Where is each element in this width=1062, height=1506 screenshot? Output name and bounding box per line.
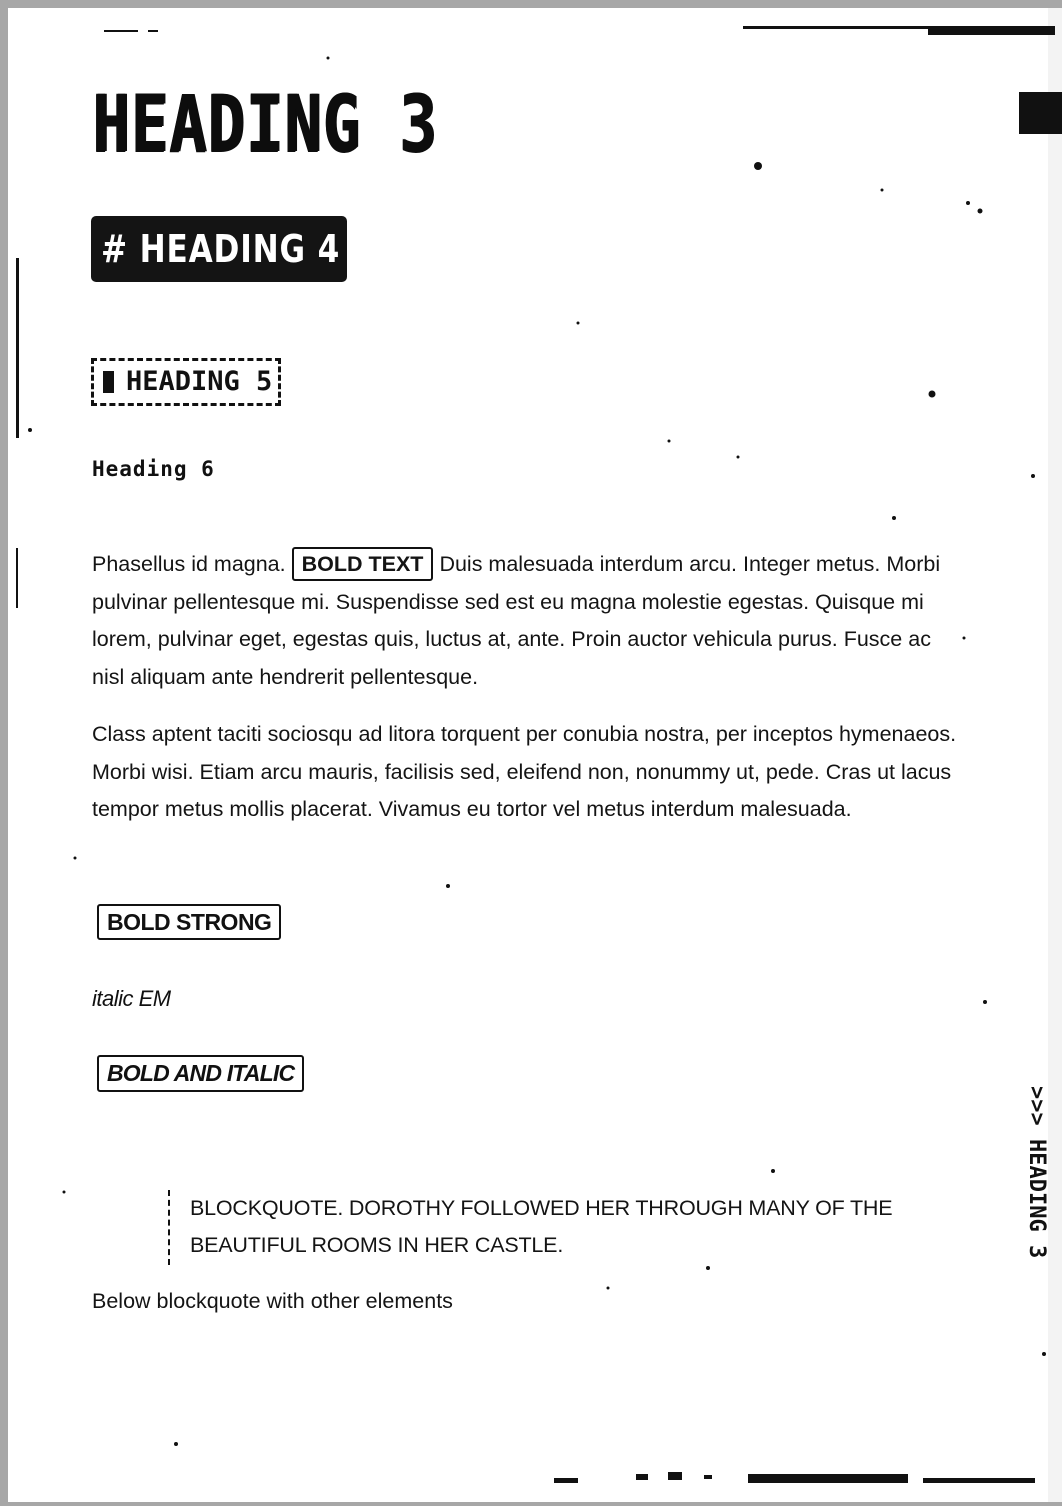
heading-3: HEADING 3 (92, 80, 438, 170)
side-heading-label: >>> HEADING 3 (1024, 1086, 1049, 1259)
blockquote: BLOCKQUOTE. DOROTHY FOLLOWED HER THROUGH MANY OF THE BEAUTIFUL ROOMS IN HER CASTLE. (168, 1190, 990, 1265)
bold-strong: BOLD STRONG (97, 904, 281, 940)
paragraph-1-rest: Duis malesuada interdum arcu. Integer metus. Morbi pulvinar pellentesque mi. Suspendisse sed est eu magna molestie egestas. Quisque mi lorem, pulvinar eget, egestas quis, luctus at, ante. Proin auctor vehicula purus. Fusce ac nisl aliquam ante hendrerit pellentesque. (92, 552, 941, 690)
heading-5 (91, 358, 281, 406)
heading-4 (91, 216, 389, 282)
below-blockquote-text: Below blockquote with other elements (92, 1289, 453, 1313)
heading-6: Heading 6 (92, 457, 215, 481)
corner-tab (1019, 92, 1062, 134)
bold-and-italic: BOLD AND ITALIC (97, 1055, 304, 1092)
document-page (8, 8, 1062, 1502)
paragraph-2: Class aptent taciti sociosqu ad litora torquent per conubia nostra, per inceptos hymenaeos. Morbi wisi. Etiam arcu mauris, facilisis sed, eleifend non, nonummy ut, pede. Cras ut lacus tempor metus mollis placerat. Vivamus eu tortor vel metus interdum malesuada. (92, 722, 957, 822)
paragraph-1 (92, 546, 962, 697)
heading-5-text: HEADING 5 (126, 366, 273, 397)
paragraph-1-lead: Phasellus id magna. (92, 552, 286, 576)
heading-4-text: # HEADING 4 /// (101, 227, 389, 271)
italic-em: italic EM (92, 986, 171, 1011)
bold-text: BOLD TEXT (292, 547, 434, 581)
heading-5-bullet (103, 371, 114, 393)
